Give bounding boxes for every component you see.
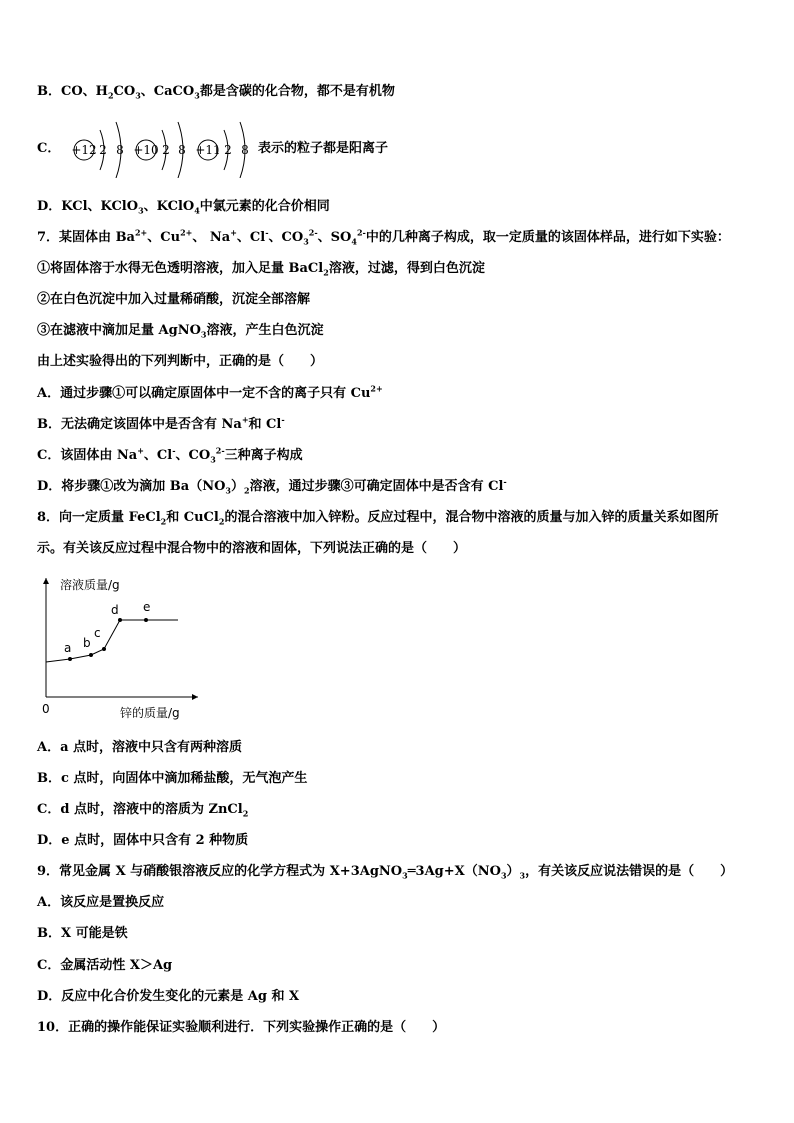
q8-option-c: C．d 点时，溶液中的溶质为 ZnCl$_2$ [37, 802, 249, 819]
q7-option-d: D．将步骤①改为滴加 $Ba(NO_3)_2$溶液，通过步骤③可确定固体中是否含有 Cl- [37, 476, 507, 496]
svg-text:2: 2 [162, 143, 170, 157]
q9-option-c: C．金属活动性 X＞Ag [37, 958, 173, 973]
point-label-e: e [143, 600, 151, 614]
q7-stem: 7．某固体由 $Ba^{2+}$、$Cu^{2+}$、 Na+、Cl-、$CO_3^{2-}$、$SO_4^{2-}$中的几种离子构成，取一定质量的该固体样品，进行如下实验： [37, 227, 730, 247]
q7-option-a: A．通过步骤①可以确定原固体中一定不含的离子只有 $Cu^{2+}$ [37, 383, 383, 401]
point-d [118, 618, 122, 622]
svg-text:8: 8 [116, 143, 124, 157]
svg-text:+12: +12 [71, 143, 97, 157]
point-a [68, 657, 72, 661]
q9-option-d: D．反应中化合价发生变化的元素是 Ag 和 X [37, 989, 300, 1004]
atom-diagram-2 [133, 122, 185, 178]
q7-step-3: ③在滤液中滴加足量 AgNO$_3$溶液，产生白色沉淀 [37, 323, 324, 340]
q7-option-b: B．无法确定该固体中是否含有 Na+和 Cl- [37, 414, 285, 432]
q10-stem: 10．正确的操作能保证实验顺利进行．下列实验操作正确的是（ ） [37, 1020, 446, 1035]
svg-text:8: 8 [178, 143, 186, 157]
q6-option-d: D．KCl、KClO$_3$、KClO$_4$中氯元素的化合价相同 [37, 199, 330, 216]
point-label-b: b [83, 636, 91, 650]
q6-option-c-text: 表示的粒子都是阳离子 [258, 141, 389, 156]
atom-structure-diagrams [70, 118, 260, 178]
q9-stem: 9．常见金属 X 与硝酸银溶液反应的化学方程式为 $X+3AgNO_3═3Ag+X(NO_3)_3$，有关该反应说法错误的是（ ） [37, 864, 734, 881]
svg-text:8: 8 [241, 143, 249, 157]
svg-text:2: 2 [99, 143, 107, 157]
atom-diagram-3 [195, 122, 248, 178]
point-label-a: a [64, 641, 72, 655]
q7-ask: 由上述实验得出的下列判断中，正确的是（ ） [37, 354, 324, 369]
svg-text:+10: +10 [133, 143, 159, 157]
q9-option-a: A．该反应是置换反应 [37, 895, 165, 910]
origin-label: 0 [42, 702, 50, 716]
q7-option-c: C．该固体由 Na+、Cl-、$CO_3^{2-}$三种离子构成 [37, 445, 303, 465]
q8-option-a: A．a 点时，溶液中只含有两种溶质 [37, 740, 243, 755]
q8-option-d: D．e 点时，固体中只含有 2 种物质 [37, 833, 249, 848]
point-e [144, 618, 148, 622]
q7-step-1: ①将固体溶于水得无色透明溶液，加入足量 BaCl$_2$溶液，过滤，得到白色沉淀 [37, 261, 485, 278]
point-label-d: d [111, 603, 119, 617]
q6-option-c-label: C． [37, 141, 61, 156]
point-label-c: c [94, 626, 101, 640]
q8-option-b: B．c 点时，向固体中滴加稀盐酸，无气泡产生 [37, 771, 308, 786]
q9-option-b: B．X 可能是铁 [37, 926, 128, 941]
x-axis-label: 锌的质量/g [120, 706, 180, 720]
svg-text:2: 2 [224, 143, 232, 157]
q7-step-2: ②在白色沉淀中加入过量稀硝酸，沉淀全部溶解 [37, 292, 311, 307]
q8-stem-line-1: 8．向一定质量 FeCl$_2$和 CuCl$_2$的混合溶液中加入锌粉。反应过程中，混合物中溶液的质量与加入锌的质量关系如图所 [37, 510, 719, 527]
point-c [102, 647, 106, 651]
q8-stem-line-2: 示。有关该反应过程中混合物中的溶液和固体，下列说法正确的是（ ） [37, 541, 467, 556]
point-b [89, 653, 93, 657]
zinc-solution-mass-graph [28, 570, 228, 730]
y-axis-label: 溶液质量/g [60, 578, 120, 592]
atom-diagram-1 [71, 122, 123, 178]
q6-option-b: B．CO、$H_2CO_3$、CaCO$_3$都是含碳的化合物，都不是有机物 [37, 84, 395, 101]
svg-text:+11: +11 [195, 143, 221, 157]
